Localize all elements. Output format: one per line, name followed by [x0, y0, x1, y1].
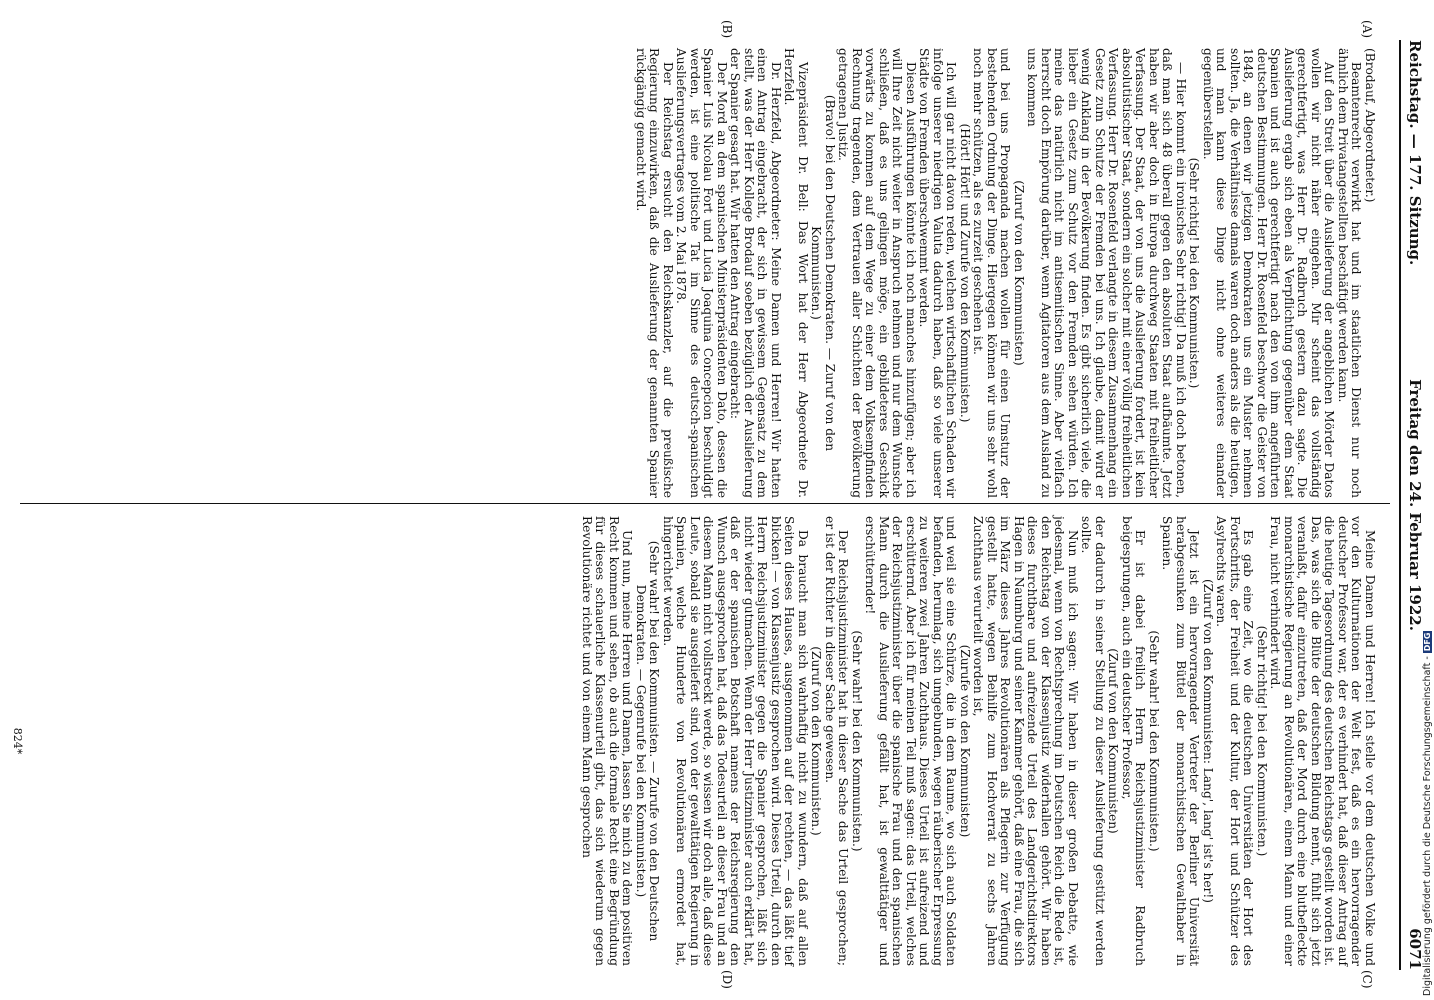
- paragraph: (Brodauf, Abgeordneter.): [1363, 48, 1377, 203]
- dfg-logo-icon: DFG: [1423, 632, 1432, 652]
- paragraph: Der Reichsjustizminister hat in dieser Sache das Urteil gesprochen; er ist der Richter in dieser Sache gewesen.: [823, 516, 851, 966]
- paragraph: und bei uns Propaganda machen wollen für einen Umsturz der bestehenden Ordnung der Dinge. Hiergegen können wir uns sehr wohl noch mehr schützen, als es zurzeit geschehen ist.: [971, 48, 1013, 498]
- margin-marker-b: (B): [720, 20, 734, 39]
- page-number: 6071: [1406, 928, 1424, 970]
- interjection: (Sehr richtig! bei den Kommunisten.): [1255, 625, 1269, 857]
- paragraph: Ich will gar nicht davon reden, welchen wirtschaftlichen Schaden wir infolge unserer niedrigen Valuta dadurch haben, daß so viele unserer Städte von Fremden überschwemmt werden.: [917, 48, 959, 498]
- interjection: (Hört! Hört! und Zurufe von den Kommunisten.): [958, 123, 972, 423]
- paragraph: Da braucht man sich wahrhaftig nicht zu wundern, daß auf allen Seiten dieses Hauses, ausgenommen auf der rechten, — das läßt tief blicken! — von Klassenjustiz gesprochen wird. Dieses Urteil, durch den Herrn Reichsjustizminister gegen die Spanier gesprochen, läßt sich nicht wieder gutmachen. Wenn der Herr Justizminister auch erklärt hat, daß er der spanischen Botschaft namens der Reichsregierung den Wunsch ausgesprochen hat, daß das Todesurteil an dieser Frau und an diesem Mann nicht vollstreckt werde, so wissen wir doch alle, daß diese Leute, sobald sie ausgeliefert sind, von der gewalttätigen Regierung in Spanien, welche Hunderte von Revolutionären ermordet hat, hingerichtet werden.: [661, 516, 810, 966]
- paragraph: Und nun, meine Herren und Damen, lassen Sie mich zu dem positiven Recht kommen und sehen, ob auch die formale Recht eine Begründung für dieses schauerliche Klassenurteil gibt, das sich wiederum gegen Revolutionäre richtet und von einem Mann gesprochen: [580, 516, 635, 966]
- paragraph: Auf den Streit über die Auslieferung der angeblichen Mörder Datos wollen wir nicht näher eingehen. Mir scheint das vollständig gerechtfertigt, was Herr Dr. Radbruch gestern dazu sagte. Die Auslieferung ergab sich eben als Verpflichtung gegenüber dem Staat Spanien und ist auch gerechtfertigt nach den von ihm angeführten deutschen Bestimmungen. Herr Dr. Rosenfeld beschwor die Geister von 1848, an denen wir jetzigen Demokraten uns ein Muster nehmen sollten. Ja, die Verhältnisse damals waren doch anders als die heutigen, und man kann diese Dinge nicht ohne weiteres einander gegenüberstellen.: [1201, 48, 1337, 498]
- interjection: (Sehr wahr! bei den Kommunisten.): [1147, 630, 1161, 852]
- header-session: Reichstag. — 177. Sitzung.: [1406, 40, 1424, 266]
- interjection: (Sehr wahr! bei den Kommunisten.): [850, 630, 864, 852]
- motion-text: Der Mord an dem spanischen Ministerpräsidenten Dato, dessen die Spanier Luis Nicolau Fort und Lucia Joaquina Concepcion beschuldigt werden, ist eine politische Tat im Sinne des deutsch-spanischen Auslieferungsvertrages vom 2. Mai 1878.: [674, 48, 729, 498]
- column-divider: [20, 503, 1390, 504]
- interjection: (Zuruf von den Kommunisten.): [809, 646, 824, 836]
- paragraph: Jetzt ist ein hervorragender Vertreter der Berliner Universität herabgesunken zum Büttel der monarchistischen Gewalthaber in Spanien.: [1160, 516, 1202, 966]
- interjection: (Bravo! bei den Deutschen Demokraten. — Zuruf von den Kommunisten.): [809, 94, 837, 452]
- speaker-paragraph: Vizepräsident Dr. Bell: Das Wort hat der Herr Abgeordnete Dr. Herzfeld.: [782, 48, 810, 498]
- signature-number: 824*: [11, 727, 24, 755]
- paragraph: Meine Damen und Herren! Ich stelle vor dem deutschen Volke und vor den Kulturnationen der Welt fest, daß es ein hervorragender deutscher Professor war, der es verhindert hat, daß dieser Antrag auf die heutige Tagesordnung des deutschen Reichstags gestellt worden ist. Das, was sich die Blüte der deutschen Bildung nennt, fühlt sich jetzt veranlaßt, dafür einzutreten, daß der Mord durch eine blutbefleckte monarchistische Regierung an Revolutionären, einem Mann und einer Frau, nicht verhindert wird.: [1268, 516, 1377, 966]
- motion-text: Der Reichstag ersucht den Reichskanzler, auf die preußische Regierung einzuwirken, daß die Auslieferung der genannten Spanier rückgängig gemacht wird.: [634, 48, 675, 498]
- right-column: [580, 516, 1377, 966]
- interjection: (Zurufe von den Kommunisten): [958, 644, 972, 838]
- digitization-credit: [1422, 631, 1433, 996]
- paragraph: Es gab eine Zeit, wo die deutschen Universitäten der Hort des Fortschritts, der Freiheit und der Kultur, der Hort und Schützer des Asylrechts waren.: [1214, 516, 1256, 966]
- interjection: (Sehr richtig! bei den Kommunisten.): [1187, 157, 1202, 389]
- interjection: (Sehr wahr! bei den Kommunisten. — Zurufe von den Deutschen Demokraten. — Gegenrufe bei den Kommunisten.): [634, 540, 662, 942]
- margin-marker-c: (C): [1360, 970, 1374, 989]
- margin-marker-d: (D): [720, 970, 734, 989]
- paragraph: und weil sie eine Schürze, die in dem Raume, wo sich auch Soldaten befanden, herumlag, sich umgebunden, wegen räuberischer Erpressung zu weiteren zwei Jahren Zuchthaus. Dieses Urteil ist aufreizend und erschütternd. Aber ich für meinen Teil muß sagen: das Urteil, welches der Reichsjustizminister über die spanische Frau und den spanischen Mann durch die Auslieferung gefällt hat, ist gewalttätiger und erschütternder!: [863, 516, 959, 966]
- interjection: (Zuruf von den Kommunisten: Lang', lang' ist's her!): [1201, 578, 1215, 904]
- interjection: (Zuruf von den Kommunisten): [1012, 180, 1026, 366]
- interjection: (Zuruf von den Kommunisten): [1106, 648, 1121, 834]
- margin-marker-a: (A): [1360, 20, 1374, 39]
- left-column: [634, 48, 1377, 498]
- paragraph: Nun muß ich sagen: Wir haben in dieser großen Debatte, wie jedesmal, wenn von Rechtsprechung im Deutschen Reich die Rede ist, den Reichstag von der Klassenjustiz widerhallen gehört. Wir haben dieses furchtbare und aufreizende Urteil des Landgerichtsdirektors Hagen in Naumburg und seiner Kammer gehört, daß eine Frau, die sich im März dieses Jahres Revolutionären als Pflegerin zur Verfügung gestellt hatte, wegen Beihilfe zum Hochverrat zu sechs Jahren Zuchthaus verurteilt worden ist,: [971, 516, 1080, 966]
- paragraph: Er ist dabei freilich Herrn Reichsjustizminister Radbruch beigesprungen, auch ein deutscher Professor,: [1120, 516, 1148, 966]
- credit-text: Digitalisierung gefördert durch die Deutsche Forschungsgemeinschaft -: [1422, 656, 1433, 996]
- speaker-paragraph: Dr. Herzfeld, Abgeordneter: Meine Damen und Herren! Wir hatten einen Antrag eingebracht, der sich in gewissem Gegensatz zu dem stellt, was der Herr Kollege Brodauf soeben bezüglich der Auslieferung der Spanier gesagt hat. Wir hatten den Antrag eingebracht:: [728, 48, 783, 498]
- header-date: Freitag den 24. Februar 1922.: [1406, 379, 1424, 631]
- paragraph: Diesen Ausführungen könnte ich noch manches hinzufügen; aber ich will Ihre Zeit nicht weiter in Anspruch nehmen und nur dem Wunsche schließen, daß es uns gelingen möge, ein gebildeteres Geschick vorwärts zu kommen auf dem Wege zu einer dem Volksempfinden Rechnung tragenden, dem Vertrauen aller Schichten der Bevölkerung getragenen Justiz.: [836, 48, 918, 498]
- header-rule: [1399, 40, 1401, 970]
- paragraph: der dadurch in seiner Stellung zu dieser Auslieferung gestützt werden sollte.: [1079, 516, 1107, 966]
- paragraph: Beamtenrecht verwirkt hat und im staatlichen Dienst nur noch ähnlich dem Privatangestellten beschäftigt werden kann.: [1336, 48, 1364, 498]
- paragraph: — Hier kommt ein ironisches Sehr richtig! Da muß ich doch betonen, daß man sich 48 überall gegen den absoluten Staat aufbäumte. Jetzt haben wir aber doch in Europa durchweg Staaten mit freiheitlicher Verfassung. Der Staat, der von uns die Auslieferung fordert, ist kein absolutistischer Staat, sondern ein solcher mit einer völlig freiheitlichen Verfassung. Herr Dr. Rosenfeld verlangte in diesem Zusammenhang ein Gesetz zum Schutze der Fremden bei uns. Ich glaube, damit wird er wenig Anklang in der Bevölkerung finden. Es gibt sicherlich viele, die lieber ein Gesetz zum Schutz vor den Fremden sehen würden. Ich meine das natürlich nicht im antisemitischen Sinne. Aber vielfach herrscht doch Empörung darüber, wenn Agitatoren aus dem Ausland zu uns kommen: [1025, 48, 1188, 498]
